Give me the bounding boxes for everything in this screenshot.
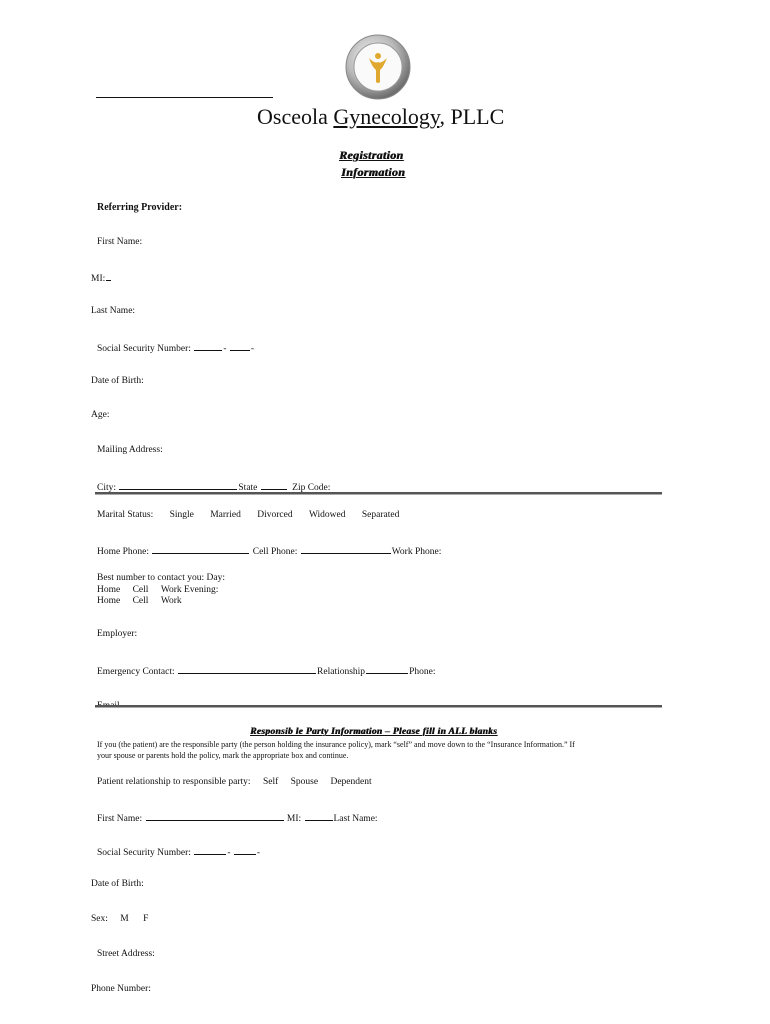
ssn-label: Social Security Number: [97, 344, 191, 354]
emergency-contact-input[interactable] [178, 664, 316, 674]
rp-ssn-input-part2[interactable] [234, 845, 256, 855]
rp-ssn-label: Social Security Number: [97, 848, 191, 858]
city-label: City: [97, 483, 117, 493]
marital-status-row [97, 510, 399, 520]
header-rule [96, 97, 273, 98]
mailing-address-label: Mailing Address: [97, 445, 163, 455]
rp-street-address-label: Street Address: [97, 949, 155, 959]
org-name-part3: , PLLC [439, 104, 505, 129]
contact-option-work[interactable]: Work [160, 596, 182, 606]
org-name-part2: Gynecology [333, 104, 440, 129]
rp-relationship-row [97, 777, 372, 787]
form-title-line2: Information [341, 165, 405, 179]
ssn-input-part2[interactable] [230, 341, 250, 351]
rp-first-name-label: First Name: [97, 814, 143, 824]
mi-input[interactable] [106, 271, 111, 281]
marital-option-married[interactable]: Married [210, 510, 241, 520]
best-contact-evening-row [97, 585, 218, 595]
emergency-phone-label: Phone: [409, 667, 436, 677]
best-contact-line3-row [97, 596, 182, 606]
marital-status-label: Marital Status: [97, 510, 154, 520]
responsible-party-instructions-2: your spouse or parents hold the policy, mark the appropriate box and continue. [97, 751, 349, 760]
section-divider [95, 492, 662, 495]
cell-phone-input[interactable] [301, 544, 391, 554]
relationship-input[interactable] [366, 664, 408, 674]
home-phone-input[interactable] [152, 544, 249, 554]
rp-phone-number-label: Phone Number: [91, 984, 151, 994]
rp-last-name-label: Last Name: [333, 814, 378, 824]
mi-label: MI: [91, 274, 106, 284]
practice-logo [345, 34, 411, 100]
phone-row [97, 544, 441, 557]
mi-field [91, 271, 112, 284]
rp-relationship-label: Patient relationship to responsible party: [97, 777, 251, 787]
emergency-contact-row [97, 664, 435, 677]
evening-option-cell[interactable]: Cell [132, 585, 149, 595]
org-name-part1: Osceola [257, 104, 334, 129]
work-phone-label: Work Phone: [391, 547, 442, 557]
contact-option-cell[interactable]: Cell [132, 596, 149, 606]
last-name-label: Last Name: [91, 306, 136, 316]
contact-option-home[interactable]: Home [97, 596, 121, 606]
rp-mi-label: MI: [286, 814, 302, 824]
rp-dob-label: Date of Birth: [91, 879, 144, 889]
dob-label: Date of Birth: [91, 376, 144, 386]
rp-first-name-input[interactable] [146, 811, 284, 821]
responsible-party-heading: Responsib le Party Information – Please fill in ALL blanks [250, 727, 498, 737]
rp-sex-row [91, 914, 148, 924]
employer-label: Employer: [97, 629, 138, 639]
city-input[interactable] [119, 480, 237, 490]
first-name-label: First Name: [97, 237, 143, 247]
form-title-line1: Registration [339, 148, 404, 162]
home-phone-label: Home Phone: [97, 547, 149, 557]
rp-mi-input[interactable] [305, 811, 333, 821]
age-label: Age: [91, 410, 110, 420]
emergency-contact-label: Emergency Contact: [97, 667, 175, 677]
evening-option-home[interactable]: Home [97, 585, 121, 595]
rp-option-dependent[interactable]: Dependent [330, 777, 372, 787]
rp-name-row [97, 811, 378, 824]
marital-option-single[interactable]: Single [169, 510, 194, 520]
ssn-input-part1[interactable] [194, 341, 222, 351]
marital-option-separated[interactable]: Separated [361, 510, 400, 520]
rp-ssn-field: Social Security Number: - - [97, 845, 260, 858]
marital-option-divorced[interactable]: Divorced [257, 510, 293, 520]
responsible-party-instructions-1: If you (the patient) are the responsible party (the person holding the insurance policy), mark “self” and move down to the “Insurance Information.” If [97, 740, 575, 749]
ssn-field: Social Security Number: - - [97, 341, 254, 354]
zip-label: Zip Code: [292, 483, 331, 493]
evening-option-work[interactable]: Work Evening: [160, 585, 219, 595]
rp-sex-option-f[interactable]: F [143, 914, 149, 924]
rp-option-spouse[interactable]: Spouse [290, 777, 319, 787]
cell-phone-label: Cell Phone: [252, 547, 298, 557]
email-label: Email [97, 701, 120, 711]
rp-sex-option-m[interactable]: M [120, 914, 129, 924]
rp-sex-label: Sex: [91, 914, 108, 924]
best-contact-label: Best number to contact you: Day: [97, 573, 225, 583]
rp-option-self[interactable]: Self [262, 777, 279, 787]
org-name [257, 104, 504, 130]
relationship-label: Relationship [317, 667, 366, 677]
marital-option-widowed[interactable]: Widowed [308, 510, 346, 520]
rp-ssn-input-part1[interactable] [194, 845, 226, 855]
section-divider-2 [95, 705, 662, 708]
state-input[interactable] [261, 480, 287, 490]
state-label: State [238, 483, 258, 493]
referring-provider-label: Referring Provider: [97, 202, 183, 213]
